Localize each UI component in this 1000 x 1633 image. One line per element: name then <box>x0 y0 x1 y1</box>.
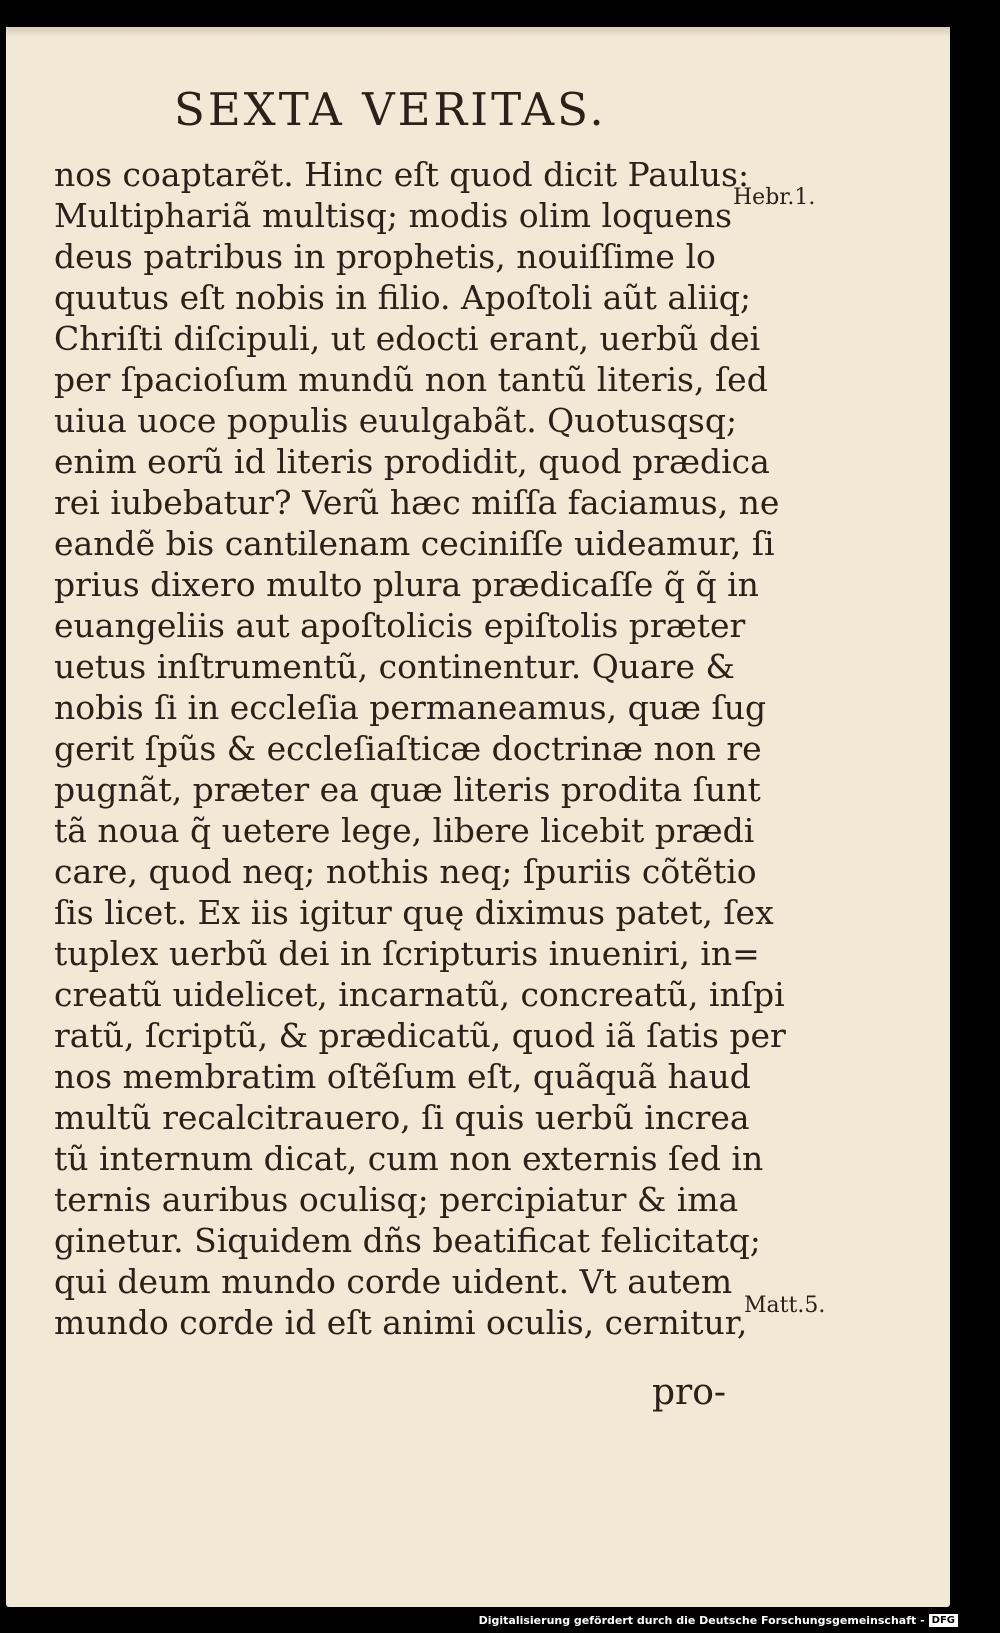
text-line: nobis ſi in eccleſia permaneamus, quæ ſug <box>54 688 767 727</box>
text-line: per ſpacioſum mundũ non tantũ literis, ſed <box>54 360 768 399</box>
text-line: qui deum mundo corde uident. Vt autem <box>54 1262 733 1301</box>
text-line: quutus eſt nobis in filio. Apoſtoli aũt aliiq; <box>54 278 751 317</box>
margin-note-matt: Matt.5. <box>744 1293 826 1318</box>
book-page <box>6 27 950 1607</box>
text-line: nos membratim oſtẽſum eſt, quãquã haud <box>54 1057 751 1096</box>
text-line: tũ internum dicat, cum non externis ſed in <box>54 1139 764 1178</box>
text-line: pugnãt, præter ea quæ literis prodita ſunt <box>54 770 761 809</box>
text-line: multũ recalcitrauero, ſi quis uerbũ increa <box>54 1098 750 1137</box>
text-line: tuplex uerbũ dei in ſcripturis inueniri, in= <box>54 934 760 973</box>
text-line: ginetur. Siquidem dñs beatificat felicitatq; <box>54 1221 761 1260</box>
text-line: enim eorũ id literis prodidit, quod prædica <box>54 442 770 481</box>
text-line: uetus inſtrumentũ, continentur. Quare & <box>54 647 735 686</box>
text-line: tã noua q̃ uetere lege, libere licebit prædi <box>54 811 755 850</box>
text-line: prius dixero multo plura prædicaſſe q̃ q̃ in <box>54 565 759 604</box>
text-line: Multiphariã multisq; modis olim loquens <box>54 196 733 235</box>
text-line: uiua uoce populis euulgabãt. Quotusqsq; <box>54 401 738 440</box>
text-line: care, quod neq; nothis neq; ſpuriis cõtẽtio <box>54 852 757 891</box>
text-line: ſis licet. Ex iis igitur quę diximus patet, ſex <box>54 893 774 932</box>
margin-note-hebr: Hebr.1. <box>733 185 816 210</box>
page-top-shadow <box>6 27 950 37</box>
text-line: gerit ſpũs & eccleſiaſticæ doctrinæ non re <box>54 729 762 768</box>
text-line: mundo corde id eſt animi oculis, cernitur, <box>54 1303 748 1342</box>
text-line: creatũ uidelicet, incarnatũ, concreatũ, inſpi <box>54 975 785 1014</box>
text-line: nos coaptarẽt. Hinc eſt quod dicit Paulus: <box>54 155 750 194</box>
footer-credit <box>479 1614 958 1627</box>
text-line: Chriſti diſcipuli, ut edocti erant, uerbũ dei <box>54 319 761 358</box>
text-line: rei iubebatur? Verũ hæc miſſa faciamus, ne <box>54 483 780 522</box>
catchword: pro- <box>652 1372 727 1413</box>
text-line: ratũ, ſcriptũ, & prædicatũ, quod iã ſatis per <box>54 1016 786 1055</box>
footer-text: Digitalisierung gefördert durch die Deutsche Forschungsgemeinschaft - <box>478 1614 925 1627</box>
dfg-logo: DFG <box>929 1614 958 1627</box>
text-line: eandẽ bis cantilenam ceciniſſe uideamur, ſi <box>54 524 775 563</box>
text-line: deus patribus in prophetis, nouiſſime lo <box>54 237 716 276</box>
running-header: SEXTA VERITAS. <box>174 83 607 136</box>
text-line: euangeliis aut apoſtolicis epiſtolis præter <box>54 606 746 645</box>
text-line: ternis auribus oculisq; percipiatur & ima <box>54 1180 739 1219</box>
